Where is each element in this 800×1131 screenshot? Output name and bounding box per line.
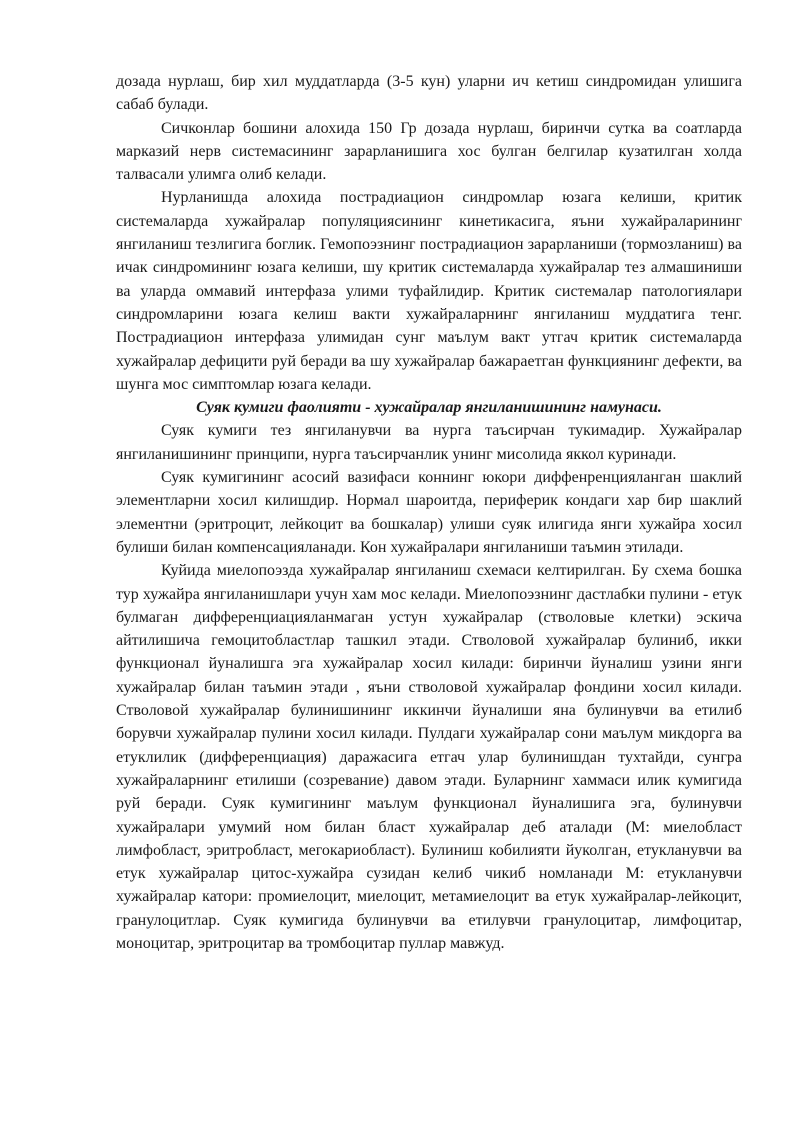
paragraph-2: Сичконлар бошини алохида 150 Гр дозада нурлаш, биринчи сутка ва соатларда марказий нерв системасининг зарарланишига хос булган белгилар кузатилган холда талвасали улимга олиб келади.	[116, 119, 742, 184]
paragraph-4: Суяк кумиги тез янгиланувчи ва нурга таъсирчан тукимадир. Хужайралар янгиланишининг принципи, нурга таъсирчанлик унинг мисолида яккол куринади.	[116, 422, 742, 463]
paragraph-6: Куйида миелопоэзда хужайралар янгиланиш схемаси келтирилган. Бу схема бошка тур хужайра янгиланишлари учун хам мос келади. Миелопоэзнинг дастлабки пулини - етук булмаган дифференциацияланмаган устун хужайралар (стволовые клетки) эскича айтилишича гемоцитобластлар ташкил этади. Стволовой хужайралар булиниб, икки функционал йуналишга эга хужайралар хосил килади: биринчи йуналиш узини янги хужайралар билан таъмин этади , яъни стволовой хужайралар фондини хосил килади. Стволовой хужайралар булинишининг иккинчи йуналиши яна булинувчи ва етилиб борувчи хужайралар пулини хосил килади. Пулдаги хужайралар сони маълум микдорга ва етуклилик (дифференциация) даражасига етгач улар булинишдан тухтайди, сунгра хужайраларнинг етилиши (созревание) давом этади. Буларнинг хаммаси илик кумигида руй беради. Суяк кумигининг маълум функционал йуналишига эга, булинувчи хужайралари умумий ном билан бласт хужайралар деб аталади (М: миелобласт лимфобласт, эритробласт, мегокариобласт). Булиниш кобилияти йуколган, етукланувчи ва етук хужайралар цитос-хужайра сузидан келиб чикиб номланади М: етукланувчи хужайралар катори: промиелоцит, миелоцит, метамиелоцит ва етук хужайралар-лейкоцит, гранулоцитлар. Суяк кумигида булинувчи ва етилувчи гранулоцитар, лимфоцитар, моноцитар, эритроцитар ва тромбоцитар пуллар мавжуд.	[116, 562, 742, 952]
document-page	[116, 70, 742, 955]
section-heading: Суяк кумиги фаолияти - хужайралар янгиланишининг намунаси.	[196, 399, 662, 417]
paragraph-1: дозада нурлаш, бир хил муддатларда (3-5 кун) уларни ич кетиш синдромидан улишига сабаб булади.	[116, 73, 742, 114]
paragraph-5: Суяк кумигининг асосий вазифаси коннинг юкори диффенренцияланган шаклий элементларни хосил килишдир. Нормал шароитда, периферик кондаги хар бир шаклий элементни (эритроцит, лейкоцит ва бошкалар) улиши суяк илигида янги хужайра хосил булиши билан компенсацияланади. Кон хужайралари янгиланиши таъмин этилади.	[116, 469, 742, 556]
paragraph-3: Нурланишда алохида пострадиацион синдромлар юзага келиши, критик системаларда хужайралар популяциясининг кинетикасига, яъни хужайраларининг янгиланиш тезлигига боглик. Гемопоэзнинг пострадиацион зарарланиши (тормозланиш) ва ичак синдромининг юзага келиши, шу критик системаларда хужайралар тез алмашиниши ва уларда оммавий интерфаза улими туфайлидир. Критик системалар патологиялари синдромларини юзага келиш вакти хужайраларнинг янгиланиш муддатига тенг. Пострадиацион интерфаза улимидан сунг маълум вакт утгач критик системаларда хужайралар дефицити руй беради ва шу хужайралар бажараетган функциянинг дефекти, ва шунга мос симптомлар юзага келади.	[116, 189, 742, 393]
